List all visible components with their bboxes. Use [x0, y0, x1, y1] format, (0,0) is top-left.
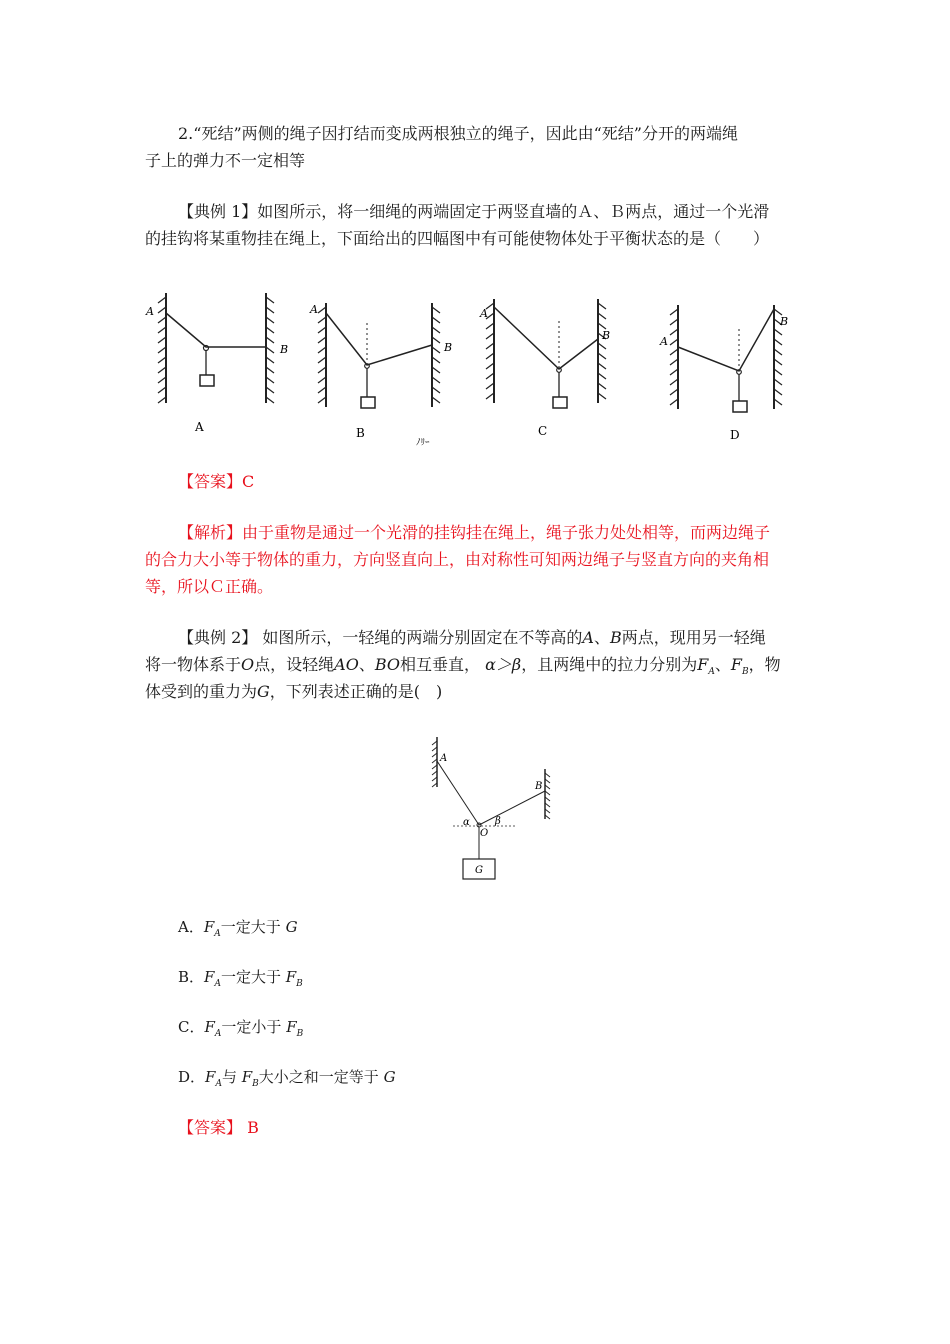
option-a[interactable]: A．$F_A$一定大于 G — [178, 918, 298, 939]
example1-tag: 【典例 1】 — [178, 202, 258, 221]
panel-c-point-b-label: B — [602, 329, 611, 342]
panel-b-point-b-label: B — [444, 341, 453, 354]
panel-c-diagram — [479, 299, 610, 438]
example1-analysis-line3: 等，所以Ｃ正确。 — [145, 577, 274, 596]
example1-answer: 【答案】C — [178, 472, 255, 491]
example1-question-line2: 的挂钩将某重物挂在绳上，下面给出的四幅图中有可能使物体处于平衡状态的是（ ） — [145, 229, 770, 248]
panel-d-diagram — [659, 305, 788, 442]
example1-analysis-line1: 【解析】由于重物是通过一个光滑的挂钩挂在绳上，绳子张力处处相等，而两边绳子 — [178, 523, 771, 542]
example2-tag: 【典例 2】 — [178, 628, 258, 647]
panel-a-diagram — [145, 293, 288, 434]
fig2-label-beta: β — [495, 816, 501, 827]
example2-answer-value: B — [247, 1118, 259, 1137]
scan-mark: ﾉﾘｰ — [416, 438, 430, 448]
section2-line1: 2.“死结”两侧的绳子因打结而变成两根独立的绳子，因此由“死结”分开的两端绳 — [178, 124, 738, 143]
fig2-label-alpha: α — [463, 817, 470, 828]
example1-figure — [140, 285, 800, 450]
panel-b-caption: B — [356, 426, 365, 440]
fig2-label-a: A — [440, 753, 448, 764]
example2-answer-tag: 【答案】 — [178, 1118, 243, 1137]
option-d[interactable]: D．$F_A$与 $F_B$大小之和一定等于 G — [178, 1068, 396, 1089]
panel-c-point-a-label: A — [480, 307, 488, 320]
panel-c-caption: C — [538, 424, 548, 438]
section2-line2: 子上的弹力不一定相等 — [145, 151, 306, 170]
example2-question-line1: 【典例 2】 如图所示，一轻绳的两端分别固定在不等高的A、B两点，现用另一轻绳 — [178, 628, 766, 647]
panel-b-diagram — [309, 303, 452, 448]
panel-a-caption: A — [195, 420, 204, 434]
panel-d-point-a-label: A — [660, 335, 668, 348]
example2-question-line2: 将一物体系于O点，设轻绳AO、BO相互垂直， α＞β，且两绳中的拉力分别为$F_A$、$F_B$，物 — [145, 655, 781, 678]
example2-answer — [145, 1114, 805, 1141]
panel-b-point-a-label: A — [310, 303, 318, 316]
option-b[interactable]: B．$F_A$一定大于 $F_B$ — [178, 968, 303, 989]
fig2-label-b: B — [535, 781, 543, 792]
panel-d-point-b-label: B — [780, 315, 789, 328]
fig2-label-o: O — [480, 828, 489, 839]
fig2-label-g: G — [475, 865, 483, 876]
panel-a-point-b-label: B — [280, 343, 289, 356]
example2-question-line3: 体受到的重力为G，下列表述正确的是( ) — [145, 682, 443, 701]
example1-text-line1: 如图所示，将一细绳的两端固定于两竖直墙的Ａ、Ｂ两点，通过一个光滑 — [257, 202, 770, 221]
example2-figure — [425, 735, 560, 885]
panel-d-caption: D — [730, 428, 740, 442]
example1-question-line1 — [145, 198, 805, 225]
panel-a-point-a-label: A — [146, 305, 154, 318]
option-c[interactable]: C．$F_A$一定小于 $F_B$ — [178, 1018, 304, 1039]
example1-analysis-line2: 的合力大小等于物体的重力，方向竖直向上，由对称性可知两边绳子与竖直方向的夹角相 — [145, 550, 770, 569]
